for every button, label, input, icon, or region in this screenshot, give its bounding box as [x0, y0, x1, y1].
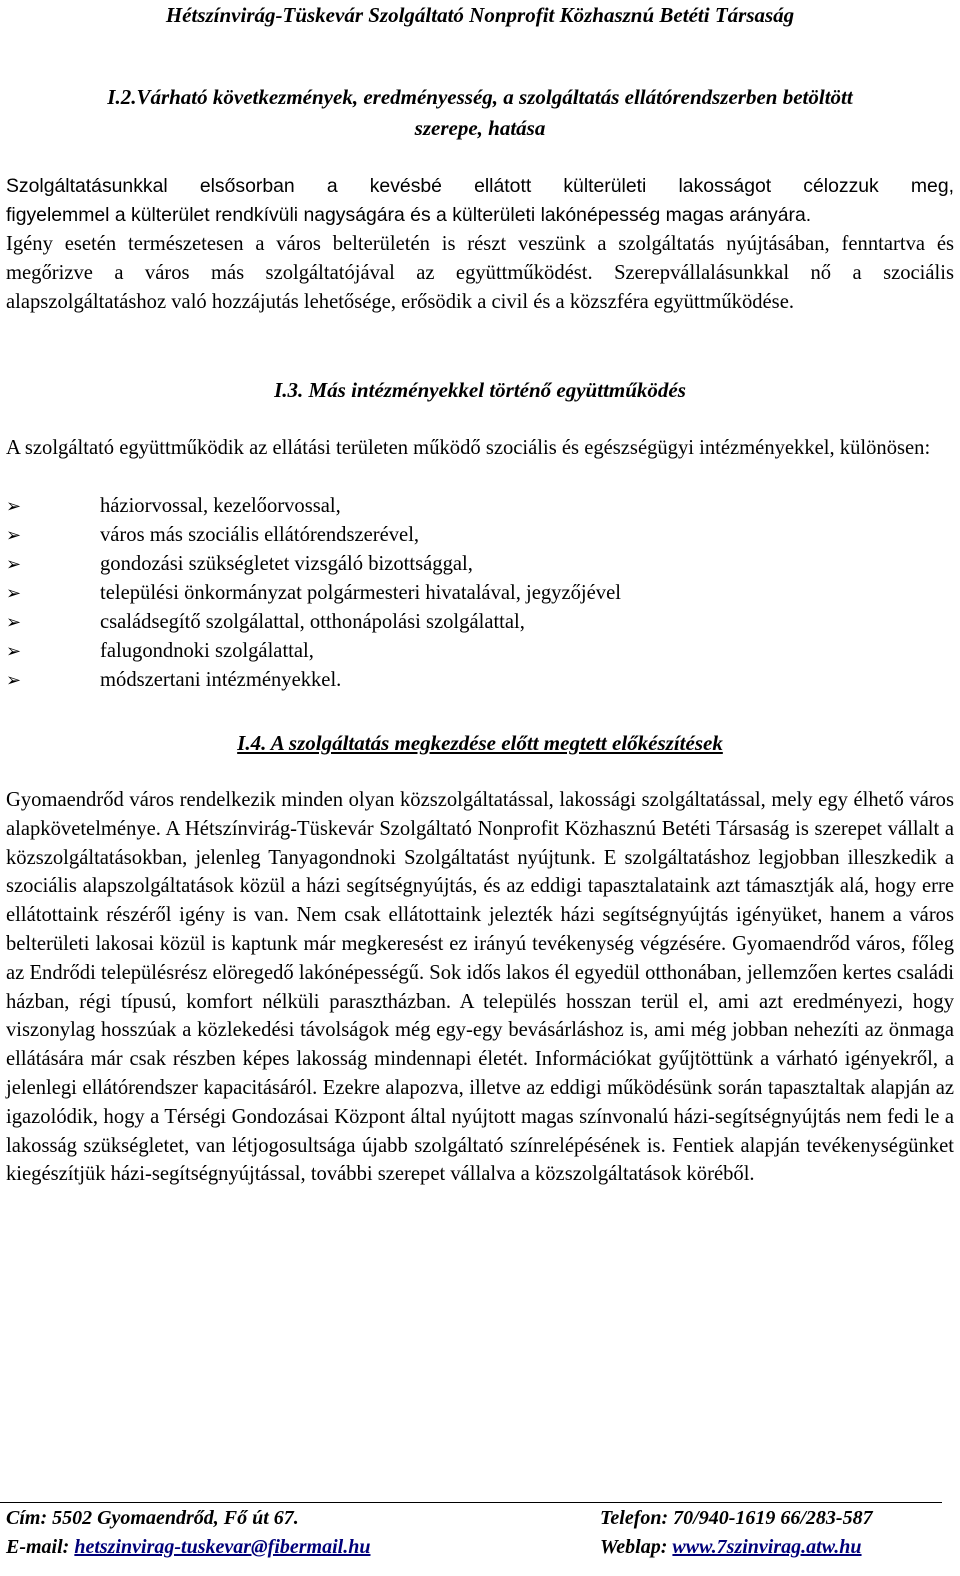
arrow-bullet-icon: ➢: [6, 525, 22, 546]
list-item: ➢ családsegítő szolgálattal, otthonápolási szolgálattal,: [6, 608, 946, 637]
list-item: ➢ város más szociális ellátórendszerével,: [6, 521, 946, 550]
list-item: ➢ háziorvossal, kezelőorvossal,: [6, 492, 946, 521]
list-item: ➢ települési önkormányzat polgármesteri hivatalával, jegyzőjével: [6, 579, 946, 608]
website-link[interactable]: www.7szinvirag.atw.hu: [672, 1536, 862, 1558]
arrow-bullet-icon: ➢: [6, 496, 22, 517]
section-1-2-paragraph: Igény esetén természetesen a város belterületén is részt veszünk a szolgáltatás nyújtásában, fenntartva és megőrizve a város más szolgáltatójával az együttműködést. Szerepvállalásunkkal nő a szociális alapszolgáltatáshoz való hozzájutás lehetősége, erősödik a civil és a közszféra együttműködése.: [6, 233, 954, 313]
footer-phone: Telefon: 70/940-1619 66/283-587: [600, 1507, 873, 1529]
document-header: Hétszínvirág-Tüskevár Szolgáltató Nonprofit Közhasznú Betéti Társaság: [165, 3, 795, 27]
section-1-3-heading: I.3. Más intézményekkel történő együttműködés: [274, 378, 686, 402]
section-1-2-heading-line2: szerepe, hatása: [414, 116, 546, 140]
section-1-2-heading: [0, 82, 960, 144]
list-item: ➢ gondozási szükségletet vizsgáló bizottsággal,: [6, 550, 946, 579]
arrow-bullet-icon: ➢: [6, 583, 22, 604]
section-1-3-intro: A szolgáltató együttműködik az ellátási területen működő szociális és egészségügyi intézményekkel, különösen:: [6, 437, 931, 459]
section-1-2-heading-line1: I.2.Várható következmények, eredményesség, a szolgáltatás ellátórendszerben betöltött: [107, 85, 853, 109]
arrow-bullet-icon: ➢: [6, 670, 22, 691]
arrow-bullet-icon: ➢: [6, 641, 22, 662]
email-link[interactable]: hetszinvirag-tuskevar@fibermail.hu: [74, 1536, 371, 1558]
footer-address: Cím: 5502 Gyomaendrőd, Fő út 67.: [6, 1507, 299, 1529]
section-1-2-line1: Szolgáltatásunkkal elsősorban a kevésbé ellátott külterületi lakosságot célozzuk meg,: [6, 175, 954, 197]
footer-email: E-mail: hetszinvirag-tuskevar@fibermail.hu: [6, 1536, 371, 1558]
list-item: ➢ módszertani intézményekkel.: [6, 666, 946, 695]
list-item: ➢ falugondnoki szolgálattal,: [6, 637, 946, 666]
arrow-bullet-icon: ➢: [6, 554, 22, 575]
arrow-bullet-icon: ➢: [6, 612, 22, 633]
cooperation-list: [6, 492, 946, 695]
footer-web: Weblap: www.7szinvirag.atw.hu: [600, 1536, 862, 1558]
section-1-4-paragraph: Gyomaendrőd város rendelkezik minden olyan közszolgáltatással, lakossági szolgáltatással, mely egy élhető város alapkövetelménye. A Hétszínvirág-Tüskevár Szolgáltató Nonprofit Közhasznú Betéti Társaság is szerepet vállalt a közszolgáltatásokban, jelenleg Tanyagondnoki Szolgáltatást nyújtunk. E szolgáltatáshoz legjobban illeszkedik a szociális alapszolgáltatások közül a házi segítségnyújtás, és az eddigi tapasztalataink azt támasztják alá, hogy erre ellátottaink részéről igény is van. Nem csak ellátottaink jelezték házi segítségnyújtás igényüket, hanem a város belterületi lakosai közül is kaptunk már megkeresést ez irányú tevékenység végzésére. Gyomaendrőd város, főleg az Endrődi településrész elöregedő lakónépességű. Sok idős lakos él egyedül otthonában, jellemzően kertes családi házban, régi típusú, komfort nélküli parasztházban. A település hosszan terül el, ami azt eredményezi, hogy viszonylag hosszúak a közlekedési távolságok még egy-egy bevásárláshoz is, ami még jobban nehezíti az önmaga ellátására már csak részben képes lakosság mindennapi életét. Információkat gyűjtöttünk a várható igényekről, a jelenlegi ellátórendszer kapacitásáról. Ezekre alapozva, illetve az eddigi működésünk során tapasztaltak alapján az igazolódik, hogy a Térségi Gondozásai Központ által nyújtott magas színvonalú házi-segítségnyújtás nem fedi le a lakosság szükségletet, van létjogosultsága újabb szolgáltató színrelépésének is. Fentiek alapján tevékenységünket kiegészítjük házi-segítségnyújtással, további szerepet vállalva a közszolgáltatások köréből.: [6, 789, 954, 1186]
footer-divider: [0, 1502, 942, 1503]
section-1-2-line2: figyelemmel a külterület rendkívüli nagyságára és a külterületi lakónépesség magas arányára.: [6, 204, 812, 226]
section-1-4-heading: I.4. A szolgáltatás megkezdése előtt megtett előkészítések: [237, 731, 723, 755]
